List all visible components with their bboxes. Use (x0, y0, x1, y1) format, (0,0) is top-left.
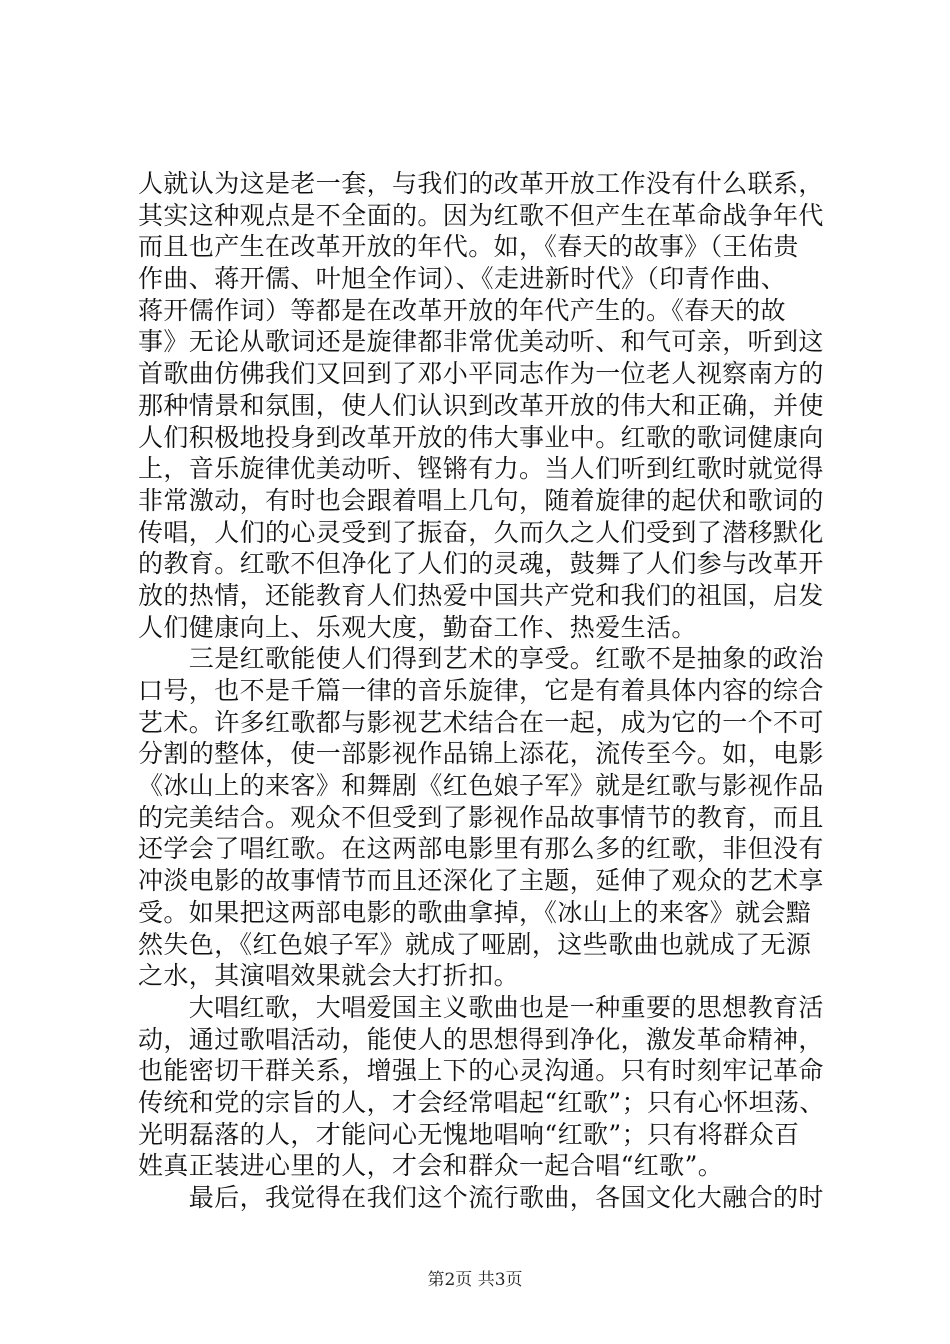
text-line: 非常激动，有时也会跟着唱上几句，随着旋律的起伏和歌词的 (138, 485, 824, 515)
text-line: 蒋开儒作词）等都是在改革开放的年代产生的。《春天的故 (138, 295, 786, 325)
text-line: 也能密切干群关系，增强上下的心灵沟通。只有时刻牢记革命 (138, 1056, 824, 1086)
text-line: 传唱，人们的心灵受到了振奋，久而久之人们受到了潜移默化 (138, 517, 824, 547)
text-line: 《冰山上的来客》和舞剧《红色娘子军》就是红歌与影视作品 (138, 771, 824, 801)
text-line: 人们健康向上、乐观大度，勤奋工作、热爱生活。 (138, 612, 697, 642)
text-line: 冲淡电影的故事情节而且还深化了主题，延伸了观众的艺术享 (138, 866, 824, 896)
text-line: 还学会了唱红歌。在这两部电影里有那么多的红歌，非但没有 (138, 834, 824, 864)
text-line: 人就认为这是老一套，与我们的改革开放工作没有什么联系， (138, 169, 824, 198)
text-line: 那种情景和氛围，使人们认识到改革开放的伟大和正确，并使 (138, 390, 824, 420)
text-line: 艺术。许多红歌都与影视艺术结合在一起，成为它的一个不可 (138, 707, 824, 737)
text-line: 最后，我觉得在我们这个流行歌曲，各国文化大融合的时 (138, 1183, 824, 1212)
text-line: 光明磊落的人，才能问心无愧地唱响“红歌”；只有将群众百 (138, 1119, 800, 1149)
text-line: 上，音乐旋律优美动听、铿锵有力。当人们听到红歌时就觉得 (138, 454, 824, 484)
text-line: 口号，也不是千篇一律的音乐旋律，它是有着具体内容的综合 (138, 676, 824, 705)
text-line: 传统和党的宗旨的人，才会经常唱起“红歌”；只有心怀坦荡、 (138, 1087, 825, 1117)
text-line: 三是红歌能使人们得到艺术的享受。红歌不是抽象的政治 (138, 644, 824, 674)
body-text (138, 168, 838, 1214)
text-line: 姓真正装进心里的人，才会和群众一起合唱“红歌”。 (138, 1151, 724, 1181)
page-footer: 第2页 共3页 (427, 1270, 523, 1290)
text-line: 的完美结合。观众不但受到了影视作品故事情节的教育，而且 (138, 802, 824, 832)
text-line: 之水，其演唱效果就会大打折扣。 (138, 961, 520, 991)
text-line: 然失色，《红色娘子军》就成了哑剧，这些歌曲也就成了无源 (138, 929, 812, 959)
text-line: 首歌曲仿佛我们又回到了邓小平同志作为一位老人视察南方的 (138, 359, 824, 389)
text-line: 而且也产生在改革开放的年代。如，《春天的故事》（王佑贵 (138, 232, 799, 262)
text-line: 受。如果把这两部电影的歌曲拿掉，《冰山上的来客》就会黯 (138, 897, 812, 927)
text-line: 其实这种观点是不全面的。因为红歌不但产生在革命战争年代 (138, 200, 824, 230)
text-line: 的教育。红歌不但净化了人们的灵魂，鼓舞了人们参与改革开 (138, 549, 824, 579)
text-line: 大唱红歌，大唱爱国主义歌曲也是一种重要的思想教育活 (138, 992, 824, 1022)
text-line: 事》无论从歌词还是旋律都非常优美动听、和气可亲，听到这 (138, 327, 824, 357)
text-line: 作曲、蒋开儒、叶旭全作词）、《走进新时代》（印青作曲、 (138, 264, 787, 294)
text-line: 动，通过歌唱活动，能使人的思想得到净化，激发革命精神， (138, 1024, 824, 1054)
text-line: 人们积极地投身到改革开放的伟大事业中。红歌的歌词健康向 (138, 422, 824, 452)
text-line: 放的热情，还能教育人们热爱中国共产党和我们的祖国，启发 (138, 580, 824, 610)
text-line: 分割的整体，使一部影视作品锦上添花，流传至今。如，电影 (138, 739, 824, 769)
